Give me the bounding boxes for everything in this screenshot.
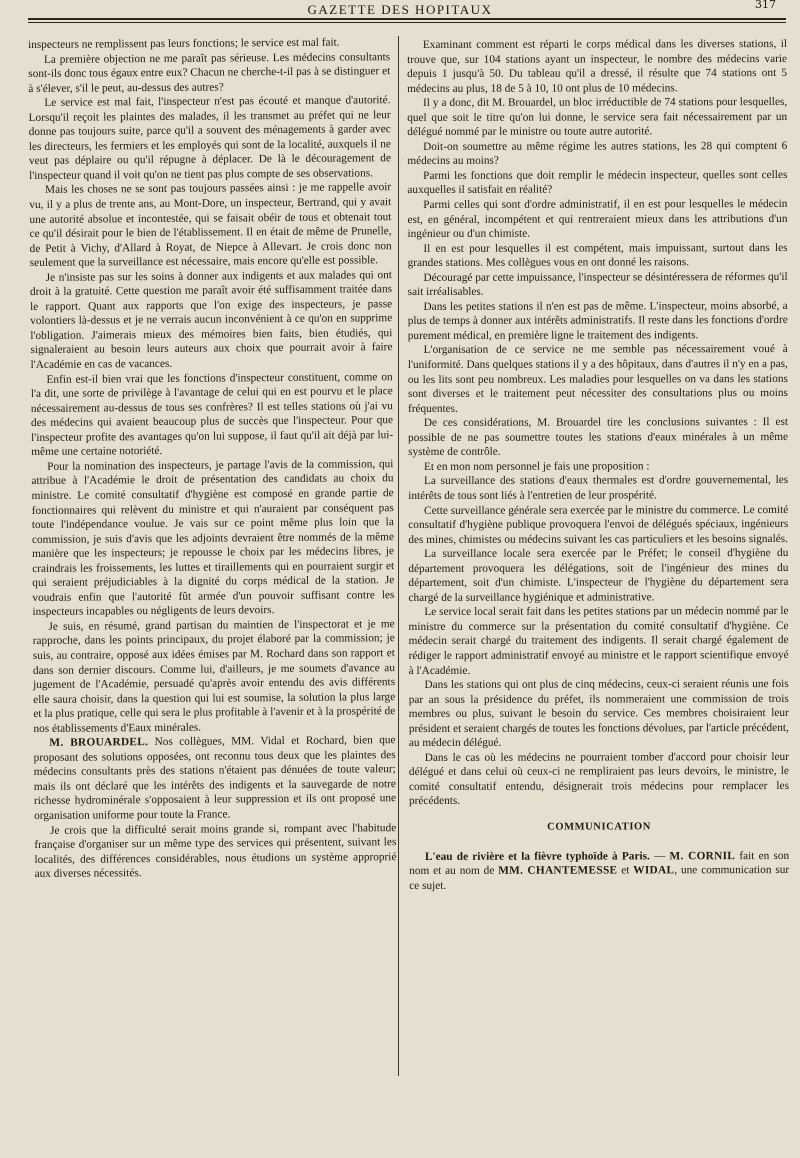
paragraph xyxy=(408,270,788,300)
paragraph-text: Parmi celles qui sont d'ordre administratif, il en est pour lesquelles le médecin est, en général, incompétent et qui rentreraient mieux dans les attributions d'un ingénieur ou d'un chimiste. xyxy=(407,198,788,241)
speaker-name: M. BROUARDEL. xyxy=(49,736,149,750)
paragraph-text: Parmi les fonctions que doit remplir le médecin inspecteur, quelles sont celles auxquelles il satisfait en réalité? xyxy=(407,168,788,197)
publication-title: GAZETTE DES HOPITAUX xyxy=(307,2,493,17)
speaker-cornil: M. CORNIL xyxy=(669,849,736,862)
paragraph xyxy=(407,197,787,242)
paragraph xyxy=(33,733,396,823)
paragraph-text: Il y a donc, dit M. Brouardel, un bloc irréductible de 74 stations pour lesquelles, quel que soit le titre qu'on lui donne, le service sera fait nécessairement par un délégué nommé par le ministre ou toute autre autorité. xyxy=(407,96,788,139)
communication-text-2: , une communication sur ce sujet. xyxy=(409,864,790,892)
paragraph xyxy=(408,546,788,605)
paragraph xyxy=(408,503,788,548)
paragraph xyxy=(407,168,787,198)
paragraph-text: Le service est mal fait, l'inspecteur n'est pas écouté et manque d'autorité. Lorsqu'il reçoit les plaintes des malades, il les transmet au préfet qui ne leur donne pas toujours suite, parce qu'il a souvent des ménagements à garder avec les directeurs, les fermiers et les employés qui sont de la localité, auxquels il ne veut pas déplaire ou qu'il répugne à déplacer. De là le découragement de l'inspecteur quand il voit qu'on ne tient pas plus compte de ses observations. xyxy=(28,94,392,182)
paragraph-text: Mais les choses ne se sont pas toujours passées ainsi : je me rappelle avoir vu, il y a plus de trente ans, au Mont-Dore, un inspecteur, Bertrand, qui y avait une autorité absolue et incontestée, qui se faisait obéir de tous et obtenait tout ce qu'il désirait pour le bien de l'établissement. Il en était de même de Prunelle, de Petit à Vichy, d'Allard à Royat, de Niepce à Allevart. Je crois donc non seulement que la surveillance est nécessaire, mais encore qu'elle est possible. xyxy=(29,181,392,270)
paragraph xyxy=(407,95,787,140)
paragraph xyxy=(28,93,391,183)
paragraph-text: Le service local serait fait dans les petites stations par un médecin nommé par le ministre du commerce sur la présentation du comité consultatif d'hygiène. Ce médecin serait chargé du traitement des indigents. Il serait chargé également de rédiger le rapport administratif envoyé au ministre et le rapport scientifique envoyé à l'Académie. xyxy=(408,605,789,677)
header-rule xyxy=(28,18,786,20)
paragraph-text: Enfin est-il bien vrai que les fonctions d'inspecteur constituent, comme on l'a dit, une sorte de privilège à l'avantage de celui qui en est pourvu et le place nécessairement au-dessus de tous ses confrères? Il est telles stations où j'ai vu des médecins qui avaient beaucoup plus de succès que l'inspecteur. Pour que l'inspecteur profite des avantages qu'on lui suppose, il faut qu'il ait déjà par lui-même une certaine notoriété. xyxy=(30,370,394,459)
paragraph-text: Examinant comment est réparti le corps médical dans les diverses stations, il trouve que, sur 104 stations ayant un inspecteur, le nombre des médecins varie depuis 1 jusqu'à 50. Du tableau qu'il a dressé, il résulte que 74 stations ont 5 médecins au plus, 18 de 5 à 10, 10 ont plus de 10 médecins. xyxy=(407,38,788,95)
paragraph xyxy=(28,50,390,96)
paragraph xyxy=(407,139,787,169)
paragraph-text: Il en est pour lesquelles il est compétent, mais impuissant, surtout dans les grandes stations. Mes collègues vous en ont donné les raisons. xyxy=(407,241,788,270)
paragraph-text: Doit-on soumettre au même régime les autres stations, les 28 qui comptent 6 médecins au moins? xyxy=(407,139,788,168)
paragraph-text: Je n'insiste pas sur les soins à donner aux indigents et aux malades qui ont droit à la gratuité. Cette question me paraît avoir été suffisamment traitée dans le rapport. Quant aux rapports que l'on exige des inspecteurs, je passe volontiers là-dessus et je ne verrais aucun inconvénient à ce qu'on en supprime l'obligation. J'aimerais mieux des mémoires bien faits, bien étudiés, qui signaleraient au besoin leurs auteurs aux choix que pourrait avoir à faire l'Académie en cas de vacances. xyxy=(29,268,393,372)
header-rule-thin xyxy=(28,22,786,23)
paragraph xyxy=(31,457,394,620)
paragraph-text: Dans les stations qui ont plus de cinq médecins, ceux-ci seraient réunis une fois par an sous la présidence du préfet, ils nommeraient une commission de trois membres ou plus, suivant le besoin du service. Ces membres choisiraient leur président et seraient chargés de toutes les fonctions dévolues, par l'article précédent, au médecin délégué. xyxy=(408,678,789,750)
paragraph-text: L'organisation de ce service ne me semble pas nécessairement voué à l'uniformité. Dans quelques stations il y a des hôpitaux, dans d'autres il n'y en a pas, ou les lits sont peu nombreux. Les maladies pour lesquelles on va dans les stations sont diverses et le traitement peut nécessiter des consultations plus ou moins fréquentes. xyxy=(407,343,788,415)
paragraph-text: Découragé par cette impuissance, l'inspecteur se désintéressera de réformes qu'il sait irréalisables. xyxy=(407,270,788,299)
title-dash: — xyxy=(649,849,670,862)
paragraph xyxy=(408,299,788,344)
paragraph-text: Je crois que la difficulté serait moins grande si, rompant avec l'habitude française d'organiser sur un même type des services qui présentent, suivant les localités, des différences considérables, nous étudions un système approprié aux diverses nécessités. xyxy=(34,821,397,881)
paragraph-text: La première objection ne me paraît pas sérieuse. Les médecins consultants sont-ils donc tous égaux entre eux? Chacun ne cherche-t-il pas à se distinguer et à s'élever, s'il le peut, au-dessus des autres? xyxy=(28,50,391,95)
paragraph xyxy=(408,604,788,678)
paragraph-text: Nos collègues, MM. Vidal et Rochard, bien que proposant des solutions opposées, ont reconnu tous deux que les plaintes des médecins consultants près des stations n'étaient pas dénuées de toute valeur; mais ils ont déclaré que les intérêts des indigents et la sauvegarde de notre richesse hydrominérale s'opposaient à leur suppression et ils ont proposé une organisation uniforme pour toute la France. xyxy=(33,734,397,822)
communication-text-1: fait en son nom et au nom de xyxy=(409,849,790,878)
paragraph xyxy=(408,241,788,271)
paragraph-text: Je suis, en résumé, grand partisan du maintien de l'inspectorat et je me rapproche, dans les points principaux, du projet élaboré par la commission; je suis, au contraire, opposé aux idées émises par M. Rochard dans son rapport et dans son dernier discours. Comme lui, d'ailleurs, je me soumets d'avance au jugement de l'Académie, persuadé qu'après avoir entendu des avis différents elle saura choisir, dans la question qui lui est soumise, la solution la plus large et la plus pratique, celle qui sera le plus profitable à l'avenir et à la prospérité de nos établissements d'Eaux minérales. xyxy=(32,618,396,735)
paragraph-text: Dans les petites stations il n'en est pas de même. L'inspecteur, moins absorbé, a plus de temps à donner aux intérêts administratifs. Il reste dans les fonctions d'ordre purement médical, en première ligne le traitement des indigents. xyxy=(407,299,788,342)
paragraph-text: inspecteurs ne remplissent pas leurs fonctions; le service est mal fait. xyxy=(28,36,340,51)
right-paragraphs xyxy=(407,37,789,809)
paragraph-text: Pour la nomination des inspecteurs, je partage l'avis de la commission, qui attribue à l'Académie le droit de présentation des candidats au choix du ministre. Le comité consultatif d'hygiène est composé en grande partie de fonctionnaires qui relèvent du ministre et qui n'auraient par conséquent pas toute l'indépendance voulue. Je vais sur ce point même plus loin que la commission, je suis d'avis que les adjoints devraient être nommés de la même manière que les inspecteurs; je repousse le choix par les médecins libres, je craindrais les froissements, les luttes et tiraillements qui en pourraient surgir et qui seraient préjudiciables à la dignité du corps médical de la station. Je voudrais enfin que l'autorité fût armée d'un pouvoir suffisant contre les inspecteurs incapables ou négligents de leurs devoirs. xyxy=(31,458,395,619)
paragraph-text: La surveillance des stations d'eaux thermales est d'ordre gouvernemental, les intérêts de tous sont liés à l'entretien de leur prospérité. xyxy=(408,474,789,502)
paragraph xyxy=(409,750,789,809)
right-column xyxy=(407,37,789,893)
paragraph-text: Cette surveillance générale sera exercée par le ministre du commerce. Le comité consultatif d'hygiène publique provoquera l'envoi de délégués spéciaux, ingénieurs des mines, chimistes ou médecins suivant les cas particuliers et les besoins signalés. xyxy=(408,503,789,546)
communication-paragraph xyxy=(409,849,789,894)
names-chantemesse: MM. CHANTEMESSE xyxy=(498,864,618,877)
paragraph xyxy=(408,459,788,475)
left-column xyxy=(28,35,397,882)
column-divider xyxy=(398,36,399,1076)
paragraph xyxy=(30,268,393,373)
paragraph xyxy=(409,677,789,751)
paragraph xyxy=(33,617,396,736)
paragraph-text: Dans le cas où les médecins ne pourraient tomber d'accord pour choisir leur délégué et dans celui où ceux-ci ne rempliraient pas leurs devoirs, le ministre, le comité consultatif entendu, désignerait trois médecins pour remplacer les précédents. xyxy=(408,750,789,808)
paragraph xyxy=(408,342,788,416)
paragraph xyxy=(407,37,787,96)
paragraph xyxy=(408,473,788,503)
paragraph xyxy=(408,415,788,460)
paragraph xyxy=(34,821,396,882)
page-number: 317 xyxy=(755,0,776,11)
paragraph-text: De ces considérations, M. Brouardel tire les conclusions suivantes : Il est possible de ne pas soumettre toutes les stations d'eaux minérales à un même système de contrôle. xyxy=(408,416,789,459)
paragraph xyxy=(29,181,392,271)
article-title: L'eau de rivière et la fièvre typhoïde à Paris. xyxy=(424,849,650,863)
section-heading: COMMUNICATION xyxy=(547,821,652,833)
paragraph xyxy=(31,370,394,460)
communication-and: et xyxy=(617,864,634,877)
paragraph-text: Et en mon nom personnel je fais une proposition : xyxy=(423,460,650,473)
paragraph-text: La surveillance locale sera exercée par le Préfet; le conseil d'hygiène du département provoquera les délégations, soit de l'ingénieur des mines du département, soit d'un chimiste. L'inspecteur de l'hygiène du département sera chargé de la surveillance hygiénique et administrative. xyxy=(408,547,789,604)
names-widal: WIDAL xyxy=(633,864,675,877)
